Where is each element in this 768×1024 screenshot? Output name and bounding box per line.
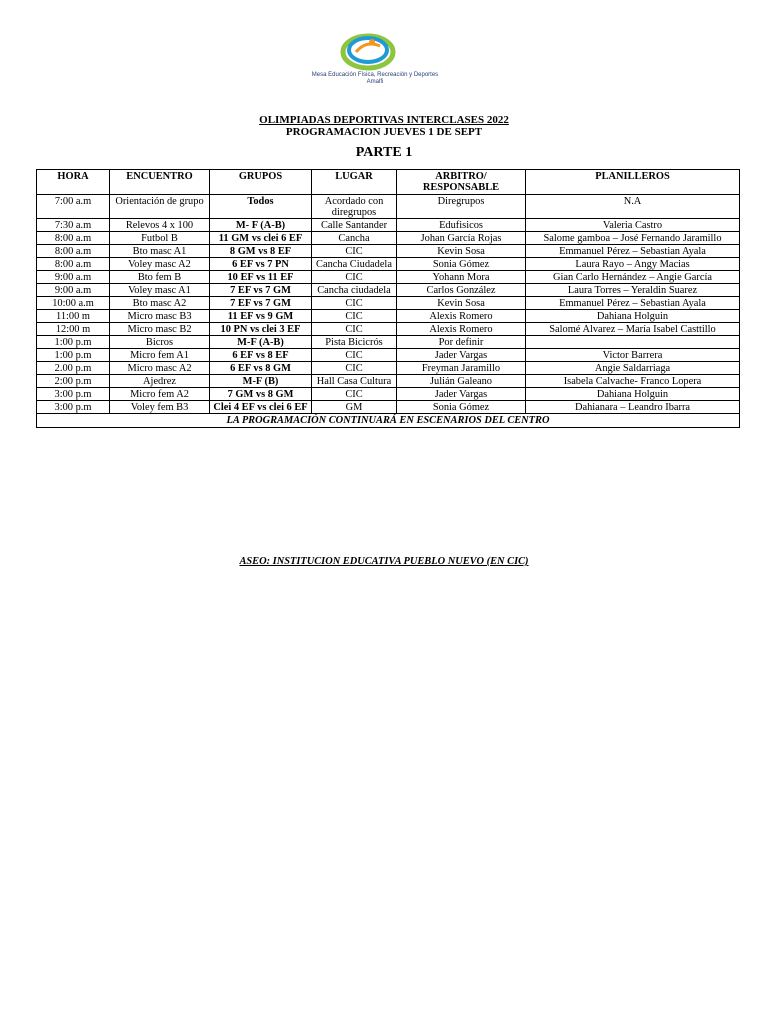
cell-lugar: CIC [312, 349, 397, 362]
cell-planilleros: N.A [526, 195, 740, 219]
cell-planilleros: Laura Rayo – Angy Macias [526, 258, 740, 271]
table-row [37, 362, 740, 375]
cell-grupos: 7 EF vs 7 GM [210, 297, 312, 310]
cell-arbitro: Diregrupos [397, 195, 526, 219]
cell-arbitro: Alexis Romero [397, 310, 526, 323]
cell-lugar: CIC [312, 245, 397, 258]
cell-planilleros: Emmanuel Pérez – Sebastian Ayala [526, 245, 740, 258]
cell-hora: 8:00 a.m [37, 232, 110, 245]
cell-planilleros: Dahiana Holguin [526, 310, 740, 323]
cell-arbitro: Yohann Mora [397, 271, 526, 284]
cell-grupos: M-F (A-B) [210, 336, 312, 349]
table-row [37, 232, 740, 245]
cell-arbitro: Edufisicos [397, 219, 526, 232]
cell-hora: 9:00 a.m [37, 271, 110, 284]
cell-planilleros: Dahiana Holguin [526, 388, 740, 401]
cell-hora: 8:00 a.m [37, 245, 110, 258]
cell-grupos: 7 EF vs 7 GM [210, 284, 312, 297]
cell-encuentro: Futbol B [110, 232, 210, 245]
cell-lugar: Acordado con diregrupos [312, 195, 397, 219]
cell-hora: 7:30 a.m [37, 219, 110, 232]
cell-lugar: CIC [312, 297, 397, 310]
cell-hora: 3:00 p.m [37, 401, 110, 414]
cell-lugar: Hall Casa Cultura [312, 375, 397, 388]
table-row [37, 323, 740, 336]
cell-planilleros: Valeria Castro [526, 219, 740, 232]
logo-emblem [300, 30, 450, 72]
cell-lugar: CIC [312, 310, 397, 323]
cell-arbitro: Julián Galeano [397, 375, 526, 388]
cell-hora: 8:00 a.m [37, 258, 110, 271]
cell-encuentro: Bto masc A2 [110, 297, 210, 310]
table-header-row [37, 170, 740, 195]
logo-caption-line2: Amalfi [366, 79, 384, 85]
cell-grupos: 6 EF vs 8 GM [210, 362, 312, 375]
cell-planilleros: Isabela Calvache- Franco Lopera [526, 375, 740, 388]
column-header-planilleros: PLANILLEROS [526, 170, 740, 195]
column-header-lugar: LUGAR [312, 170, 397, 195]
logo-caption [300, 72, 450, 86]
cell-grupos: 7 GM vs 8 GM [210, 388, 312, 401]
table-row [37, 349, 740, 362]
cell-hora: 3:00 p.m [37, 388, 110, 401]
cell-arbitro: Alexis Romero [397, 323, 526, 336]
cell-hora: 9:00 a.m [37, 284, 110, 297]
schedule-table [36, 169, 740, 428]
cell-planilleros: Gian Carlo Hernández – Angie García [526, 271, 740, 284]
cell-hora: 7:00 a.m [37, 195, 110, 219]
cell-grupos: 8 GM vs 8 EF [210, 245, 312, 258]
section-heading: PARTE 1 [355, 145, 413, 160]
table-row [37, 388, 740, 401]
cell-planilleros: Emmanuel Pérez – Sebastian Ayala [526, 297, 740, 310]
column-header-grupos: GRUPOS [210, 170, 312, 195]
cell-lugar: GM [312, 401, 397, 414]
cell-grupos: 6 EF vs 8 EF [210, 349, 312, 362]
cell-arbitro: Por definir [397, 336, 526, 349]
cell-grupos: 11 EF vs 9 GM [210, 310, 312, 323]
cell-hora: 1:00 p.m [37, 349, 110, 362]
cell-hora: 10:00 a.m [37, 297, 110, 310]
cell-grupos: M-F (B) [210, 375, 312, 388]
cell-planilleros: Salomé Alvarez – María Isabel Casttillo [526, 323, 740, 336]
cell-planilleros [526, 336, 740, 349]
table-row [37, 258, 740, 271]
cell-hora: 12:00 m [37, 323, 110, 336]
cell-grupos: 6 EF vs 7 PN [210, 258, 312, 271]
cell-lugar: Cancha [312, 232, 397, 245]
cell-encuentro: Relevos 4 x 100 [110, 219, 210, 232]
table-row [37, 375, 740, 388]
cell-planilleros: Salome gamboa – José Fernando Jaramillo [526, 232, 740, 245]
cell-arbitro: Sonia Gómez [397, 258, 526, 271]
cell-hora: 2.00 p.m [37, 362, 110, 375]
cell-lugar: CIC [312, 362, 397, 375]
cell-arbitro: Kevin Sosa [397, 297, 526, 310]
cell-hora: 11:00 m [37, 310, 110, 323]
table-row [37, 245, 740, 258]
table-row [37, 195, 740, 219]
cell-lugar: Cancha ciudadela [312, 284, 397, 297]
cell-arbitro: Jader Vargas [397, 388, 526, 401]
table-footer-note: LA PROGRAMACIÓN CONTINUARÁ EN ESCENARIOS DEL CENTRO [37, 414, 740, 428]
cell-lugar: CIC [312, 271, 397, 284]
cell-grupos: Todos [210, 195, 312, 219]
table-row [37, 284, 740, 297]
document-title: OLIMPIADAS DEPORTIVAS INTERCLASES 2022 [259, 114, 509, 126]
cell-grupos: Clei 4 EF vs clei 6 EF [210, 401, 312, 414]
cell-lugar: Calle Santander [312, 219, 397, 232]
cell-planilleros: Dahianara – Leandro Ibarra [526, 401, 740, 414]
cell-arbitro: Freyman Jaramillo [397, 362, 526, 375]
cleaning-assignment-note: ASEO: INSTITUCION EDUCATIVA PUEBLO NUEVO (EN CIC) [239, 556, 529, 567]
cell-encuentro: Orientación de grupo [110, 195, 210, 219]
table-row [37, 310, 740, 323]
cell-planilleros: Laura Torres – Yeraldin Suarez [526, 284, 740, 297]
cell-encuentro: Bicros [110, 336, 210, 349]
table-row [37, 297, 740, 310]
cell-lugar: CIC [312, 323, 397, 336]
table-row [37, 271, 740, 284]
cell-encuentro: Voley fem B3 [110, 401, 210, 414]
cell-grupos: 10 EF vs 11 EF [210, 271, 312, 284]
cell-encuentro: Bto masc A1 [110, 245, 210, 258]
cell-hora: 2:00 p.m [37, 375, 110, 388]
cell-lugar: CIC [312, 388, 397, 401]
cell-arbitro: Sonia Gómez [397, 401, 526, 414]
document-subtitle: PROGRAMACION JUEVES 1 DE SEPT [285, 126, 483, 138]
cell-arbitro: Jader Vargas [397, 349, 526, 362]
cell-hora: 1:00 p.m [37, 336, 110, 349]
table-footer-row [37, 414, 740, 428]
cell-arbitro: Carlos González [397, 284, 526, 297]
cell-encuentro: Micro fem A2 [110, 388, 210, 401]
cell-grupos: M- F (A-B) [210, 219, 312, 232]
cell-planilleros: Victor Barrera [526, 349, 740, 362]
cell-grupos: 11 GM vs clei 6 EF [210, 232, 312, 245]
cell-lugar: Cancha Ciudadela [312, 258, 397, 271]
cell-encuentro: Micro masc A2 [110, 362, 210, 375]
column-header-hora: HORA [37, 170, 110, 195]
table-row [37, 219, 740, 232]
cell-arbitro: Johan García Rojas [397, 232, 526, 245]
cell-arbitro: Kevin Sosa [397, 245, 526, 258]
organization-logo [300, 30, 450, 92]
logo-caption-line1: Mesa Educación Física, Recreación y Deportes [311, 72, 439, 78]
table-row [37, 401, 740, 414]
column-header-encuentro: ENCUENTRO [110, 170, 210, 195]
cell-encuentro: Ajedrez [110, 375, 210, 388]
cell-grupos: 10 PN vs clei 3 EF [210, 323, 312, 336]
cell-encuentro: Bto fem B [110, 271, 210, 284]
cell-encuentro: Micro masc B2 [110, 323, 210, 336]
cell-planilleros: Angie Saldarriaga [526, 362, 740, 375]
cell-encuentro: Voley masc A1 [110, 284, 210, 297]
cell-lugar: Pista Bicicrós [312, 336, 397, 349]
table-row [37, 336, 740, 349]
column-header-arbitro: ARBITRO/ RESPONSABLE [397, 170, 526, 195]
cell-encuentro: Micro fem A1 [110, 349, 210, 362]
cell-encuentro: Voley masc A2 [110, 258, 210, 271]
cell-encuentro: Micro masc B3 [110, 310, 210, 323]
